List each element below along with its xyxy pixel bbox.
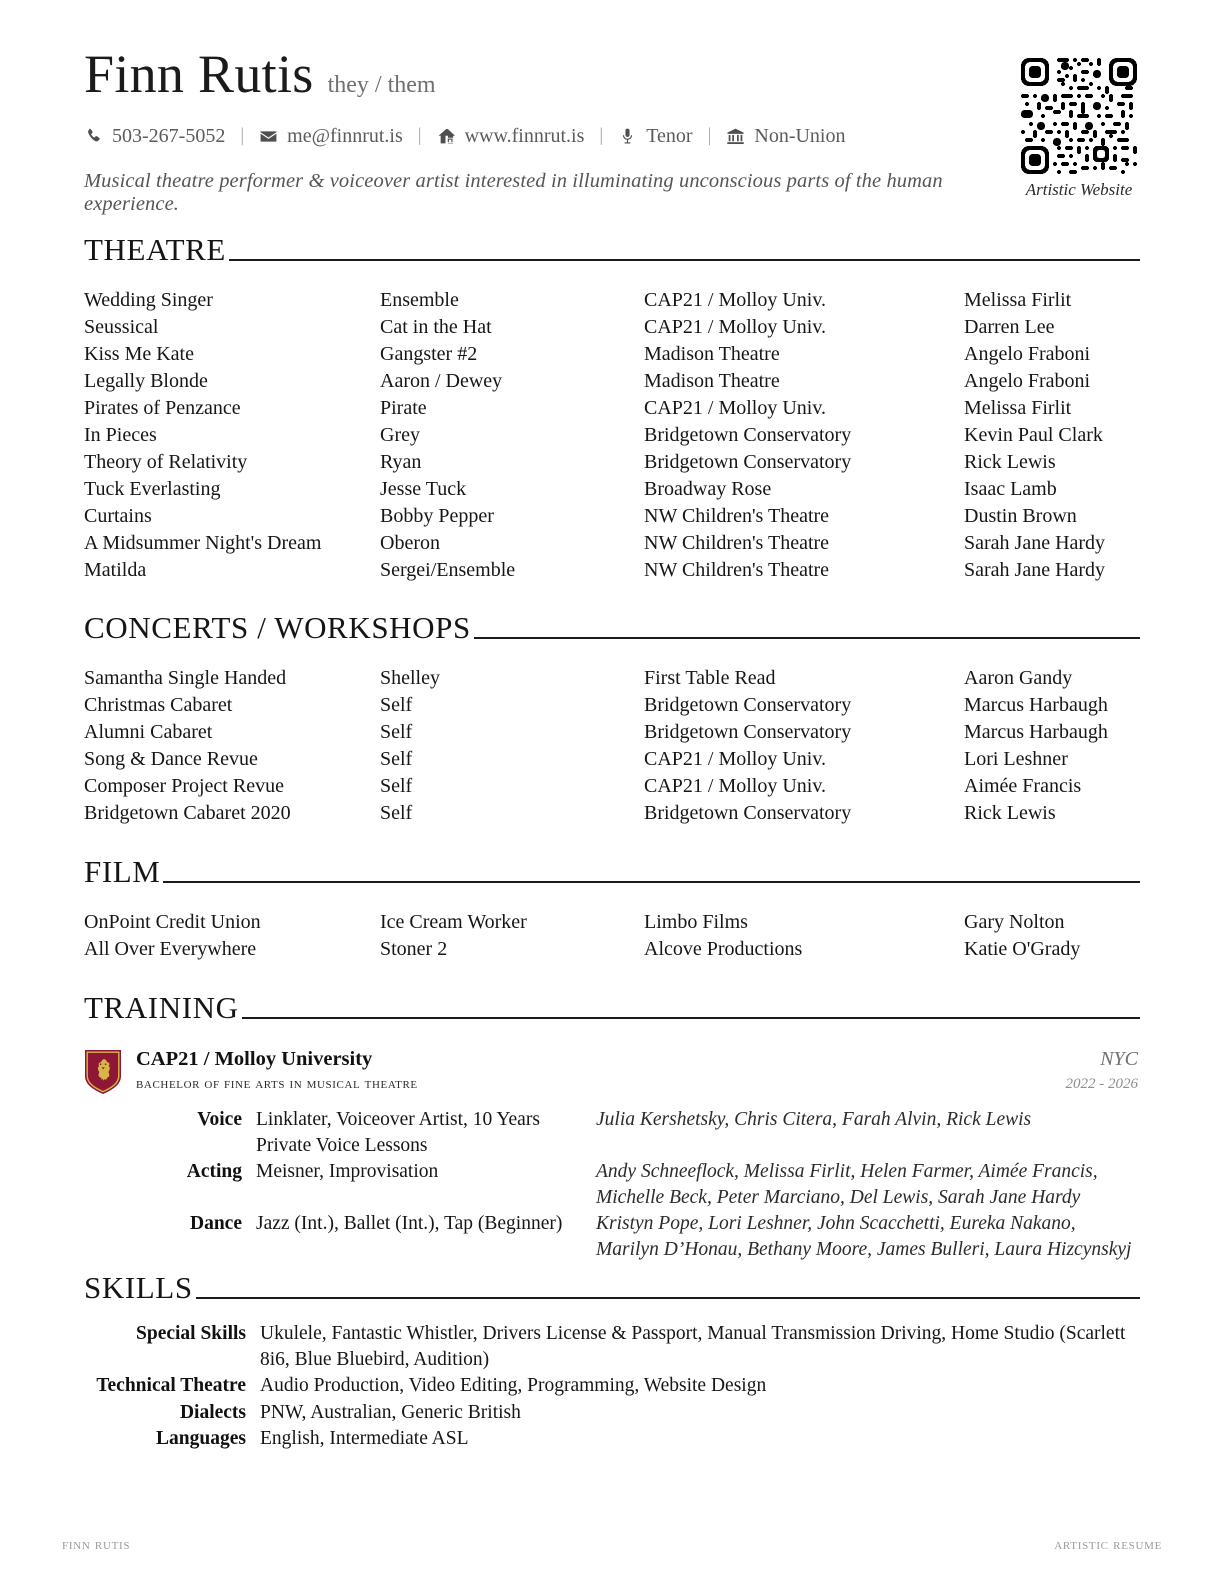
- qr-caption: Artistic Website: [1025, 180, 1133, 199]
- education-body: [136, 1047, 1140, 1093]
- education-right: [1066, 1047, 1141, 1093]
- contact-website[interactable]: [437, 125, 585, 148]
- table-cell: Sarah Jane Hardy: [964, 532, 1106, 554]
- contact-voice-type: [618, 125, 692, 148]
- table-cell: Limbo Films: [644, 911, 748, 933]
- table-cell: Christmas Cabaret: [84, 694, 233, 716]
- table-cell: Self: [380, 721, 413, 743]
- table-row: [84, 395, 1140, 422]
- table-row: [84, 503, 1140, 530]
- section-rule: [229, 259, 1140, 261]
- table-cell: Jesse Tuck: [380, 478, 467, 500]
- skill-label: Languages: [156, 1428, 246, 1449]
- training-subject: Jazz (Int.), Ballet (Int.), Tap (Beginner): [256, 1213, 563, 1234]
- credits-table-concerts: [84, 665, 1140, 827]
- table-cell: Ice Cream Worker: [380, 911, 527, 933]
- credits-table-theatre: [84, 287, 1140, 584]
- table-cell: Cat in the Hat: [380, 316, 492, 338]
- table-cell: Ensemble: [380, 289, 459, 311]
- table-cell: Bridgetown Conservatory: [644, 694, 852, 716]
- table-row: [84, 530, 1140, 557]
- page-title: Finn Rutis: [84, 44, 314, 104]
- table-cell: Pirates of Penzance: [84, 397, 241, 419]
- name-line: [84, 46, 1014, 103]
- table-cell: Self: [380, 775, 413, 797]
- table-row: [84, 746, 1140, 773]
- training-instructors: Andy Schneeflock, Melissa Firlit, Helen Farmer, Aimée Francis, Michelle Beck, Peter Marciano, Del Lewis, Sarah Jane Hardy: [596, 1161, 1098, 1208]
- contact-union-status-text: Non-Union: [754, 124, 846, 147]
- table-cell: NW Children's Theatre: [644, 532, 830, 554]
- section-rule: [242, 1017, 1140, 1019]
- training-subject: Linklater, Voiceover Artist, 10 Years Private Voice Lessons: [256, 1109, 540, 1156]
- section-title-skills: SKILLS: [84, 1270, 193, 1305]
- section-heading: [84, 612, 1140, 645]
- skill-label: Special Skills: [136, 1323, 246, 1344]
- table-row: [84, 773, 1140, 800]
- table-row: [84, 449, 1140, 476]
- table-cell: Pirate: [380, 397, 427, 419]
- skill-value: English, Intermediate ASL: [260, 1428, 469, 1449]
- contact-separator: |: [707, 125, 712, 147]
- table-cell: Kiss Me Kate: [84, 343, 194, 365]
- education-degree: bachelor of fine arts in musical theatre: [136, 1075, 418, 1092]
- table-cell: NW Children's Theatre: [644, 559, 830, 581]
- table-row: [84, 909, 1140, 936]
- table-row: [84, 314, 1140, 341]
- table-cell: Seussical: [84, 316, 159, 338]
- table-cell: First Table Read: [644, 667, 776, 689]
- table-cell: Gary Nolton: [964, 911, 1065, 933]
- table-cell: Melissa Firlit: [964, 397, 1072, 419]
- training-label: Dance: [190, 1213, 242, 1234]
- table-row: [84, 800, 1140, 827]
- section-skills: [84, 1272, 1140, 1453]
- section-heading: [84, 992, 1140, 1025]
- table-row: [84, 476, 1140, 503]
- table-cell: CAP21 / Molloy Univ.: [644, 289, 827, 311]
- training-instructors: Julia Kershetsky, Chris Citera, Farah Alvin, Rick Lewis: [596, 1109, 1032, 1130]
- table-cell: Marcus Harbaugh: [964, 694, 1108, 716]
- table-cell: Isaac Lamb: [964, 478, 1057, 500]
- table-cell: Madison Theatre: [644, 343, 780, 365]
- table-row: [84, 692, 1140, 719]
- home-icon: [437, 127, 456, 146]
- table-row: [84, 557, 1140, 584]
- training-row: [140, 1211, 1140, 1262]
- footer-right: artistic resume: [1054, 1537, 1162, 1553]
- table-cell: All Over Everywhere: [84, 938, 257, 960]
- table-cell: OnPoint Credit Union: [84, 911, 261, 933]
- table-cell: Melissa Firlit: [964, 289, 1072, 311]
- contact-separator: |: [599, 125, 604, 147]
- education-school: CAP21 / Molloy University: [136, 1048, 373, 1070]
- table-cell: Aaron Gandy: [964, 667, 1073, 689]
- table-cell: Dustin Brown: [964, 505, 1077, 527]
- tagline: Musical theatre performer & voiceover artist interested in illuminating unconscious parts of the human experience.: [84, 169, 943, 215]
- phone-icon: [84, 127, 103, 146]
- table-cell: Marcus Harbaugh: [964, 721, 1108, 743]
- training-instructors: Kristyn Pope, Lori Leshner, John Scacchetti, Eureka Nakano, Marilyn D’Honau, Bethany Moore, James Bulleri, Laura Hizcynskyj: [596, 1213, 1132, 1260]
- table-cell: Bridgetown Conservatory: [644, 721, 852, 743]
- skill-value: PNW, Australian, Generic British: [260, 1401, 521, 1423]
- section-title-film: FILM: [84, 854, 161, 889]
- table-cell: Bobby Pepper: [380, 505, 494, 527]
- contact-website-text: www.finnrut.is: [464, 124, 585, 147]
- table-cell: Rick Lewis: [964, 802, 1056, 824]
- training-row: [140, 1107, 1140, 1158]
- table-cell: Curtains: [84, 505, 152, 527]
- skill-label: Technical Theatre: [96, 1375, 246, 1396]
- contact-email-text: me@finnrut.is: [287, 124, 403, 147]
- table-cell: Kevin Paul Clark: [964, 424, 1103, 446]
- table-cell: CAP21 / Molloy Univ.: [644, 397, 827, 419]
- table-cell: Self: [380, 748, 413, 770]
- training-label: Voice: [197, 1109, 242, 1130]
- training-label: Acting: [186, 1161, 242, 1182]
- table-cell: Self: [380, 694, 413, 716]
- contact-separator: |: [417, 125, 422, 147]
- table-cell: Katie O'Grady: [964, 938, 1081, 960]
- table-cell: Tuck Everlasting: [84, 478, 221, 500]
- table-cell: Gangster #2: [380, 343, 478, 365]
- education-left: [136, 1047, 418, 1093]
- table-cell: Bridgetown Conservatory: [644, 451, 852, 473]
- contact-email[interactable]: [259, 125, 403, 148]
- section-film: [84, 856, 1140, 963]
- contact-phone[interactable]: [84, 125, 225, 148]
- table-cell: Song & Dance Revue: [84, 748, 258, 770]
- bank-icon: [726, 127, 745, 146]
- microphone-icon: [618, 127, 637, 146]
- qr-code-icon[interactable]: [1021, 58, 1137, 174]
- table-cell: Alumni Cabaret: [84, 721, 213, 743]
- table-cell: NW Children's Theatre: [644, 505, 830, 527]
- table-cell: Legally Blonde: [84, 370, 208, 392]
- table-row: [84, 936, 1140, 963]
- contact-phone-text: 503-267-5052: [112, 124, 226, 147]
- table-cell: Bridgetown Conservatory: [644, 802, 852, 824]
- table-cell: Samantha Single Handed: [84, 667, 287, 689]
- training-subject: Meisner, Improvisation: [256, 1161, 439, 1182]
- table-cell: Aimée Francis: [964, 775, 1082, 797]
- training-rows: [140, 1107, 1140, 1262]
- pronouns: they / them: [327, 72, 436, 98]
- table-row: [84, 719, 1140, 746]
- credits-table-film: [84, 909, 1140, 963]
- table-row: [84, 287, 1140, 314]
- skill-row: [84, 1373, 1140, 1399]
- resume-header: [84, 46, 1014, 216]
- section-concerts: [84, 612, 1140, 827]
- section-title-training: TRAINING: [84, 990, 239, 1025]
- table-cell: Grey: [380, 424, 420, 446]
- table-cell: Oberon: [380, 532, 440, 554]
- table-cell: Bridgetown Conservatory: [644, 424, 852, 446]
- table-cell: Ryan: [380, 451, 422, 473]
- section-title-theatre: THEATRE: [84, 232, 226, 267]
- education-entry: [84, 1047, 1140, 1095]
- table-row: [84, 665, 1140, 692]
- section-title-concerts: CONCERTS / WORKSHOPS: [84, 610, 471, 645]
- section-heading: [84, 856, 1140, 889]
- table-row: [84, 422, 1140, 449]
- table-cell: Bridgetown Cabaret 2020: [84, 802, 291, 824]
- footer-left: finn rutis: [62, 1537, 131, 1553]
- table-cell: Madison Theatre: [644, 370, 780, 392]
- table-cell: Broadway Rose: [644, 478, 772, 500]
- education-location: NYC: [1100, 1048, 1138, 1070]
- table-cell: Alcove Productions: [644, 938, 803, 960]
- skills-rows: [84, 1321, 1140, 1452]
- table-cell: Angelo Fraboni: [964, 370, 1091, 392]
- qr-block[interactable]: [1018, 58, 1140, 200]
- table-cell: In Pieces: [84, 424, 157, 446]
- table-cell: Self: [380, 802, 413, 824]
- table-cell: Lori Leshner: [964, 748, 1068, 770]
- table-cell: Sarah Jane Hardy: [964, 559, 1106, 581]
- section-rule: [163, 881, 1140, 883]
- table-cell: Wedding Singer: [84, 289, 213, 311]
- section-rule: [474, 637, 1140, 639]
- table-cell: A Midsummer Night's Dream: [84, 532, 322, 554]
- skill-row: [84, 1400, 1140, 1426]
- table-cell: Matilda: [84, 559, 147, 581]
- table-row: [84, 341, 1140, 368]
- section-training: [84, 992, 1140, 1263]
- table-cell: Sergei/Ensemble: [380, 559, 516, 581]
- table-cell: Aaron / Dewey: [380, 370, 503, 392]
- table-cell: CAP21 / Molloy Univ.: [644, 316, 827, 338]
- table-cell: CAP21 / Molloy Univ.: [644, 748, 827, 770]
- skill-row: [84, 1321, 1140, 1372]
- section-theatre: [84, 234, 1140, 584]
- table-cell: CAP21 / Molloy Univ.: [644, 775, 827, 797]
- skill-label: Dialects: [179, 1401, 246, 1423]
- table-cell: Darren Lee: [964, 316, 1055, 338]
- contact-separator: |: [240, 125, 245, 147]
- section-rule: [196, 1297, 1140, 1299]
- skill-row: [84, 1426, 1140, 1452]
- contact-union-status: [726, 125, 845, 148]
- cap21-crest-icon: [84, 1049, 122, 1095]
- contact-row: [84, 125, 1014, 148]
- training-row: [140, 1159, 1140, 1210]
- skill-value: Ukulele, Fantastic Whistler, Drivers License & Passport, Manual Transmission Driving, Home Studio (Scarlett 8i6, Blue Bluebird, Audition): [260, 1323, 1126, 1370]
- table-cell: Theory of Relativity: [84, 451, 248, 473]
- table-cell: Composer Project Revue: [84, 775, 284, 797]
- table-cell: Stoner 2: [380, 938, 448, 960]
- education-dates: 2022 - 2026: [1065, 1076, 1138, 1092]
- table-cell: Rick Lewis: [964, 451, 1056, 473]
- section-heading: [84, 1272, 1140, 1305]
- table-cell: Angelo Fraboni: [964, 343, 1091, 365]
- envelope-icon: [259, 127, 278, 146]
- contact-voice-type-text: Tenor: [646, 124, 693, 147]
- page-footer: [62, 1537, 1162, 1554]
- section-heading: [84, 234, 1140, 267]
- table-row: [84, 368, 1140, 395]
- skill-value: Audio Production, Video Editing, Programming, Website Design: [260, 1375, 767, 1396]
- table-cell: Shelley: [380, 667, 440, 689]
